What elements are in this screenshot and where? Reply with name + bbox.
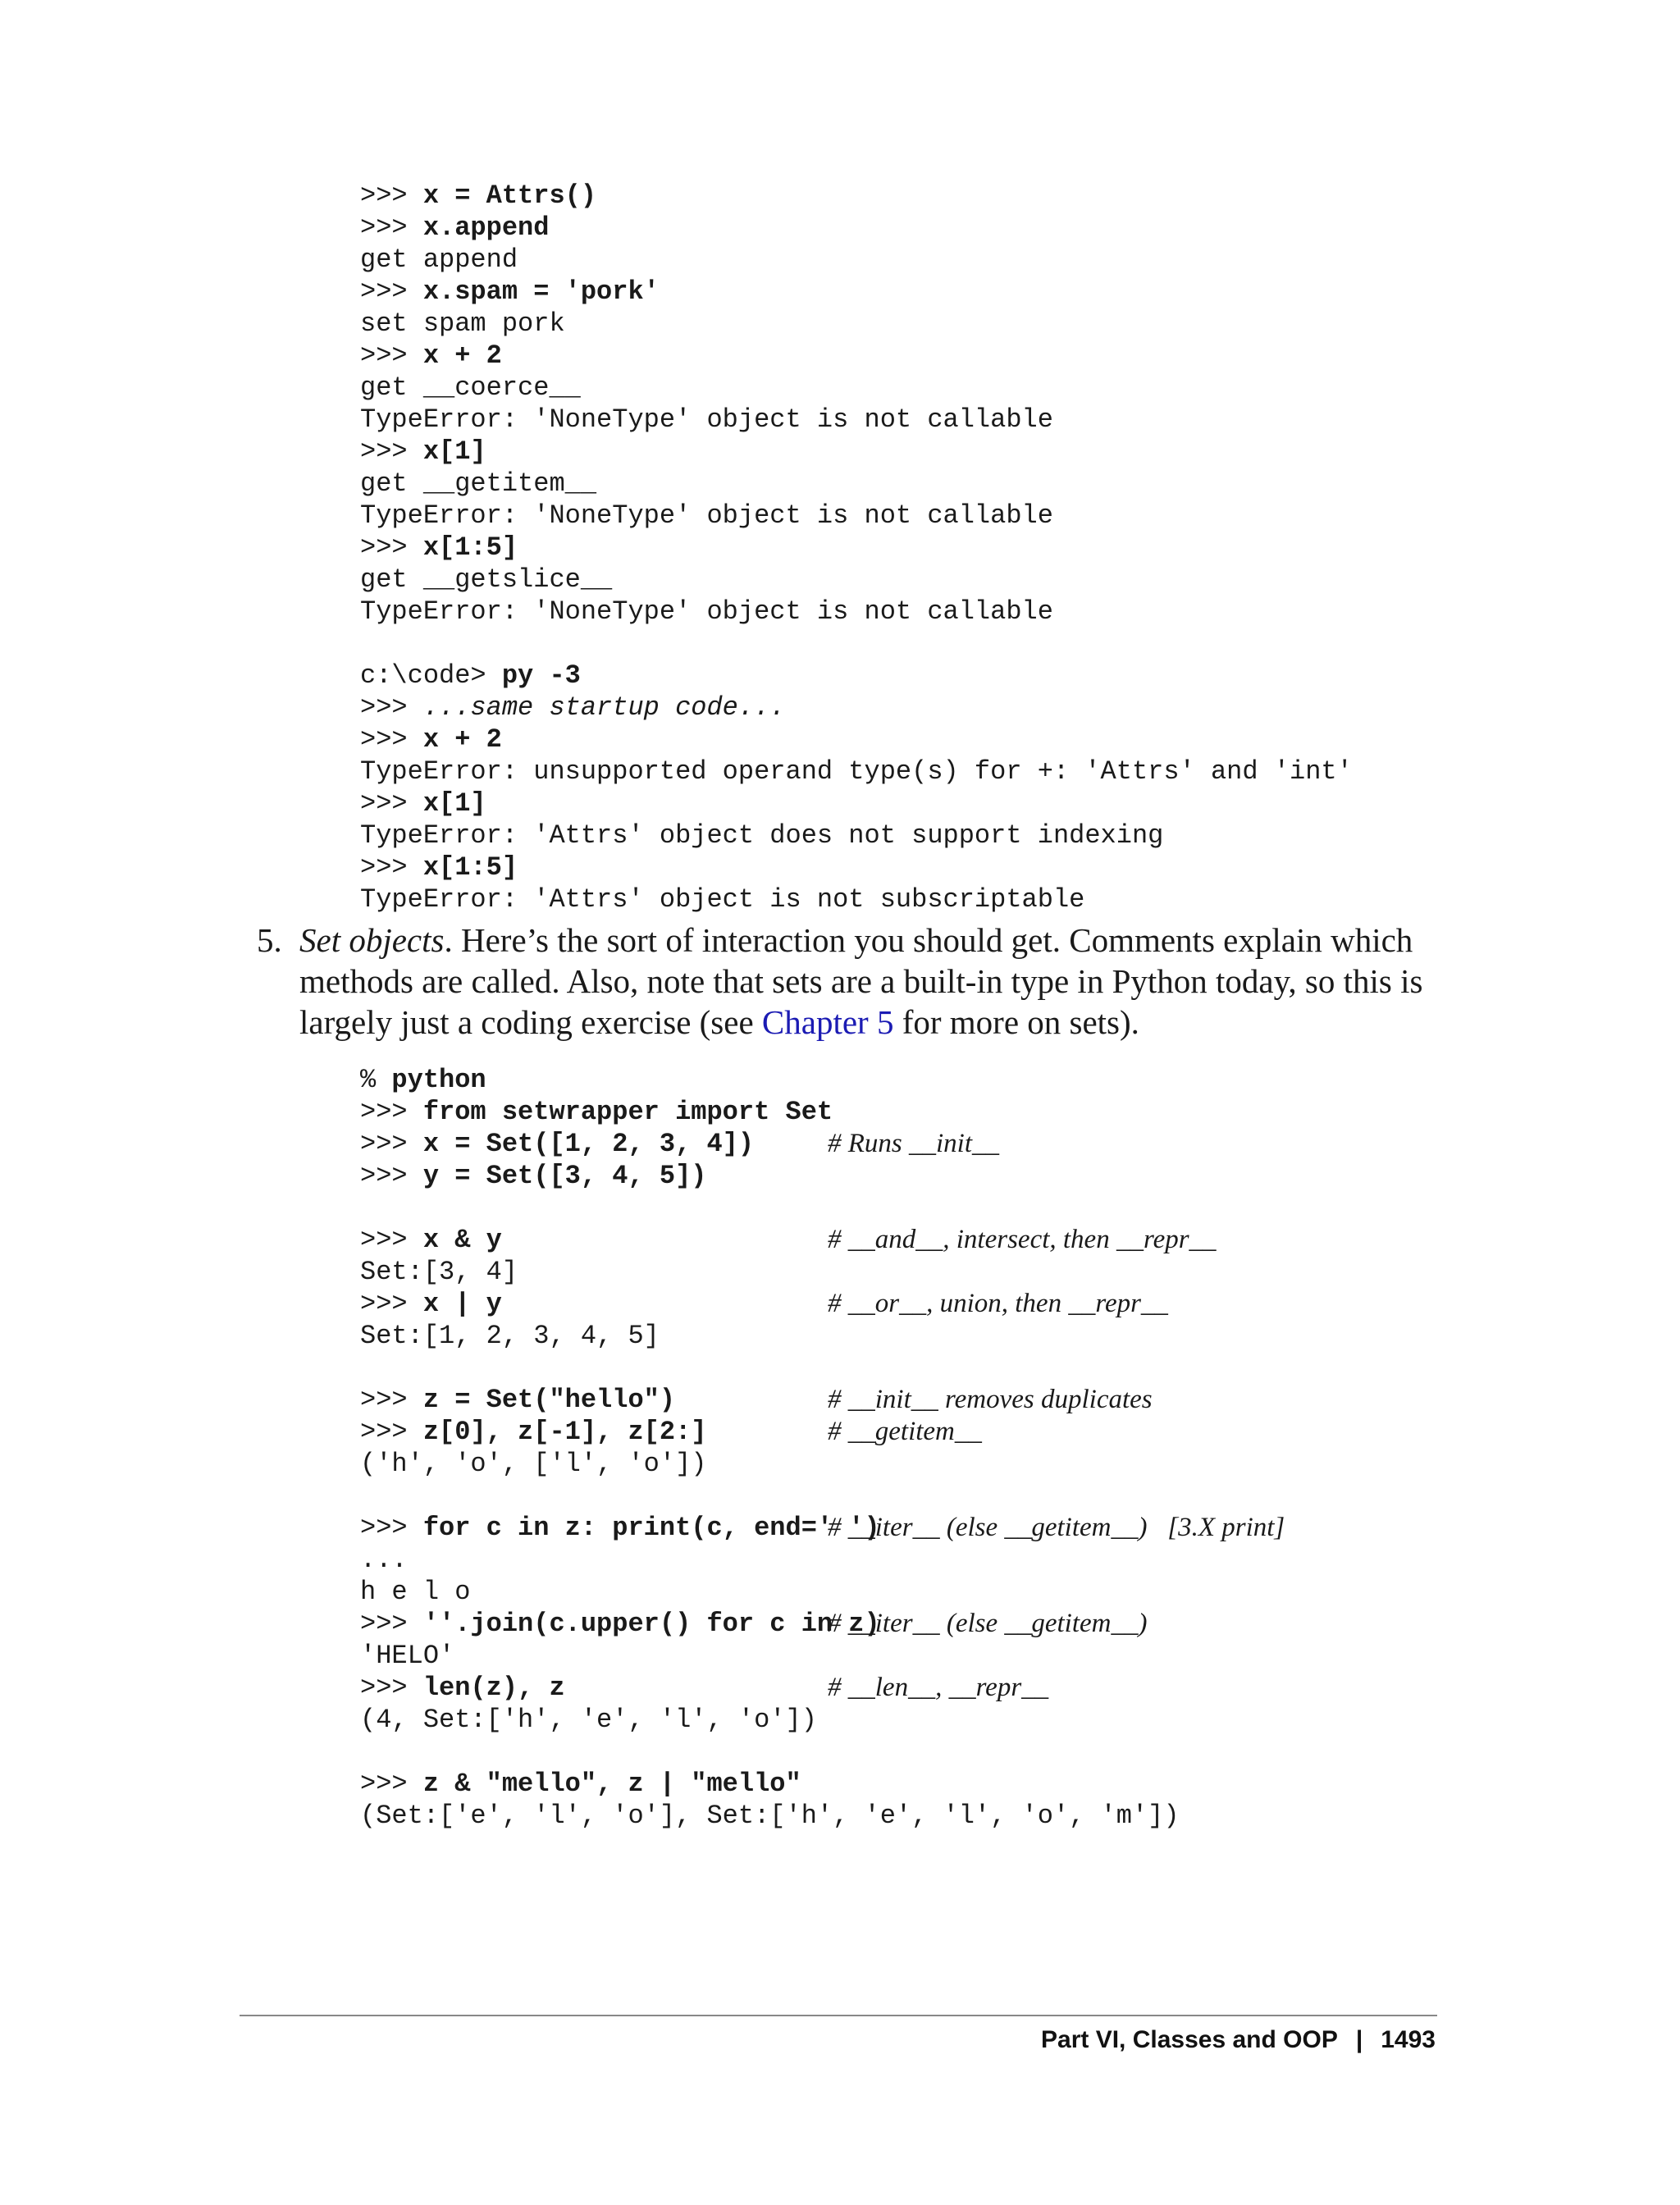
prompt: >>> — [360, 1417, 423, 1447]
code-line — [360, 532, 1353, 564]
code-line — [360, 1064, 1180, 1096]
code-comment: # Runs __init__ — [828, 1129, 1000, 1158]
code-comment: # __iter__ (else __getitem__) — [828, 1609, 1148, 1638]
code-line — [360, 212, 1353, 244]
code-comment: # __init__ removes duplicates — [828, 1385, 1153, 1414]
code-output: TypeError: 'NoneType' object is not callable — [360, 404, 1053, 435]
code-input: x + 2 — [422, 724, 502, 755]
code-line — [360, 1320, 1180, 1352]
prompt: >>> — [360, 1609, 423, 1639]
code-input: x & y — [422, 1225, 502, 1255]
code-output: set spam pork — [360, 308, 565, 339]
prompt: >>> — [360, 180, 423, 211]
code-output: 'HELO' — [360, 1641, 455, 1671]
code-input: z[0], z[-1], z[2:] — [422, 1417, 707, 1447]
code-output: Set:[3, 4] — [360, 1257, 518, 1287]
code-input: x + 2 — [422, 340, 502, 371]
code-comment: # __len__, __repr__ — [828, 1673, 1049, 1702]
code-line — [360, 788, 1353, 819]
code-line — [360, 660, 1353, 692]
code-line — [360, 724, 1353, 756]
page-footer — [1041, 2026, 1436, 2054]
footer-rule — [240, 2015, 1437, 2016]
prompt: >>> — [360, 1673, 423, 1703]
code-input: y = Set([3, 4, 5]) — [422, 1161, 707, 1191]
code-output: TypeError: 'Attrs' object does not support indexing — [360, 820, 1164, 851]
code-output: (4, Set:['h', 'e', 'l', 'o']) — [360, 1705, 817, 1735]
item-title: Set objects — [299, 921, 445, 959]
code-output: (Set:['e', 'l', 'o'], Set:['h', 'e', 'l', 'o', 'm']) — [360, 1801, 1180, 1831]
code-input: x = Set([1, 2, 3, 4]) — [422, 1129, 755, 1159]
code-output: TypeError: 'Attrs' object is not subscriptable — [360, 884, 1085, 915]
code-line — [360, 1352, 1180, 1384]
code-line — [360, 819, 1353, 851]
footer-section: Part VI, Classes and OOP — [1041, 2026, 1338, 2053]
code-output: Set:[1, 2, 3, 4, 5] — [360, 1321, 660, 1351]
code-line — [360, 1768, 1180, 1800]
prompt: >>> — [360, 788, 423, 819]
prompt: >>> — [360, 340, 423, 371]
code-line — [360, 1704, 1180, 1736]
prompt: >>> — [360, 1161, 423, 1191]
code-input: x[1] — [422, 788, 486, 819]
code-line — [360, 1256, 1180, 1288]
code-line — [360, 1512, 1285, 1544]
code-line — [360, 1480, 1180, 1512]
code-input: from setwrapper import Set — [422, 1097, 833, 1127]
code-line — [360, 1096, 1180, 1128]
code-input: ''.join(c.upper() for c in z) — [422, 1609, 880, 1639]
code-line — [360, 1640, 1180, 1672]
code-line — [360, 468, 1353, 500]
code-listing-set — [360, 1064, 1285, 1832]
code-line — [360, 851, 1353, 883]
code-comment: # __and__, intersect, then __repr__ — [828, 1225, 1217, 1254]
prompt: >>> — [360, 532, 423, 563]
code-placeholder: ...same startup code... — [422, 692, 786, 723]
code-line — [360, 1448, 1180, 1480]
code-output: get append — [360, 244, 518, 275]
code-output: TypeError: unsupported operand type(s) for +: 'Attrs' and 'int' — [360, 756, 1353, 787]
code-input: len(z), z — [422, 1673, 565, 1703]
code-listing-attrs — [360, 180, 1353, 915]
code-output: get __getslice__ — [360, 564, 613, 595]
code-input: python — [391, 1065, 486, 1095]
prompt: >>> — [360, 1225, 423, 1255]
item-text-1: . Here’s the sort of interaction you should get. Comments explain which methods are called. Also, note that sets are a built-in type in Python today, so this is largely just a coding exercise (see — [299, 921, 1423, 1041]
code-input: x | y — [422, 1289, 502, 1319]
code-input: for c in z: print(c, end=' ') — [422, 1513, 880, 1543]
code-input: py -3 — [501, 660, 581, 691]
code-line — [360, 1224, 1217, 1256]
code-line — [360, 436, 1353, 468]
prompt: >>> — [360, 436, 423, 467]
code-line — [360, 372, 1353, 404]
prompt: >>> — [360, 692, 423, 723]
code-line — [360, 500, 1353, 532]
prompt: c:\code> — [360, 660, 502, 691]
prompt: >>> — [360, 1513, 423, 1543]
item-number: 5. — [257, 921, 282, 959]
footer-separator: | — [1355, 2026, 1363, 2053]
code-line — [360, 1544, 1180, 1576]
prompt: >>> — [360, 276, 423, 307]
code-line — [360, 1672, 1180, 1704]
code-line — [360, 628, 1353, 660]
code-line — [360, 1288, 1180, 1320]
code-input: x.spam = 'pork' — [422, 276, 660, 307]
prompt: % — [360, 1065, 392, 1095]
code-line — [360, 1576, 1180, 1608]
prompt: >>> — [360, 852, 423, 883]
code-comment: # __or__, union, then __repr__ — [828, 1289, 1168, 1318]
prompt: >>> — [360, 1129, 423, 1159]
code-line — [360, 1192, 1180, 1224]
code-line — [360, 244, 1353, 276]
code-comment: # __iter__ (else __getitem__) [3.X print] — [828, 1513, 1285, 1542]
code-line — [360, 180, 1353, 212]
exercise-item-5 — [257, 920, 1446, 1043]
code-input: x[1] — [422, 436, 486, 467]
code-line — [360, 1800, 1180, 1832]
prompt: >>> — [360, 1385, 423, 1415]
code-input: x[1:5] — [422, 532, 518, 563]
code-line — [360, 1608, 1180, 1640]
code-input: x[1:5] — [422, 852, 518, 883]
code-line — [360, 340, 1353, 372]
code-line — [360, 1416, 1180, 1448]
page-number: 1493 — [1381, 2026, 1436, 2053]
code-line — [360, 756, 1353, 788]
prompt: >>> — [360, 212, 423, 243]
code-input: x = Attrs() — [422, 180, 597, 211]
code-input: x.append — [422, 212, 550, 243]
code-line — [360, 564, 1353, 596]
code-line — [360, 1128, 1180, 1160]
code-line — [360, 404, 1353, 436]
code-comment: # __getitem__ — [828, 1417, 982, 1446]
code-output: TypeError: 'NoneType' object is not callable — [360, 596, 1053, 627]
code-output: h e l o — [360, 1577, 471, 1607]
prompt: >>> — [360, 724, 423, 755]
code-output: TypeError: 'NoneType' object is not callable — [360, 500, 1053, 531]
code-input: z = Set("hello") — [422, 1385, 676, 1415]
code-output: get __coerce__ — [360, 372, 581, 403]
code-output: ... — [360, 1545, 408, 1575]
code-line — [360, 276, 1353, 308]
code-line — [360, 1736, 1180, 1768]
code-input: z & "mello", z | "mello" — [422, 1769, 801, 1799]
code-output: ('h', 'o', ['l', 'o']) — [360, 1449, 707, 1479]
code-line — [360, 596, 1353, 628]
code-line — [360, 883, 1353, 915]
prompt: >>> — [360, 1289, 423, 1319]
code-line — [360, 1384, 1180, 1416]
prompt: >>> — [360, 1769, 423, 1799]
code-line — [360, 1160, 1180, 1192]
chapter-link[interactable]: Chapter 5 — [761, 1003, 894, 1041]
code-output: get __getitem__ — [360, 468, 597, 499]
item-text-2: for more on sets). — [893, 1003, 1139, 1041]
prompt: >>> — [360, 1097, 423, 1127]
code-line — [360, 308, 1353, 340]
code-line — [360, 692, 1353, 724]
item-body — [299, 920, 1446, 1043]
